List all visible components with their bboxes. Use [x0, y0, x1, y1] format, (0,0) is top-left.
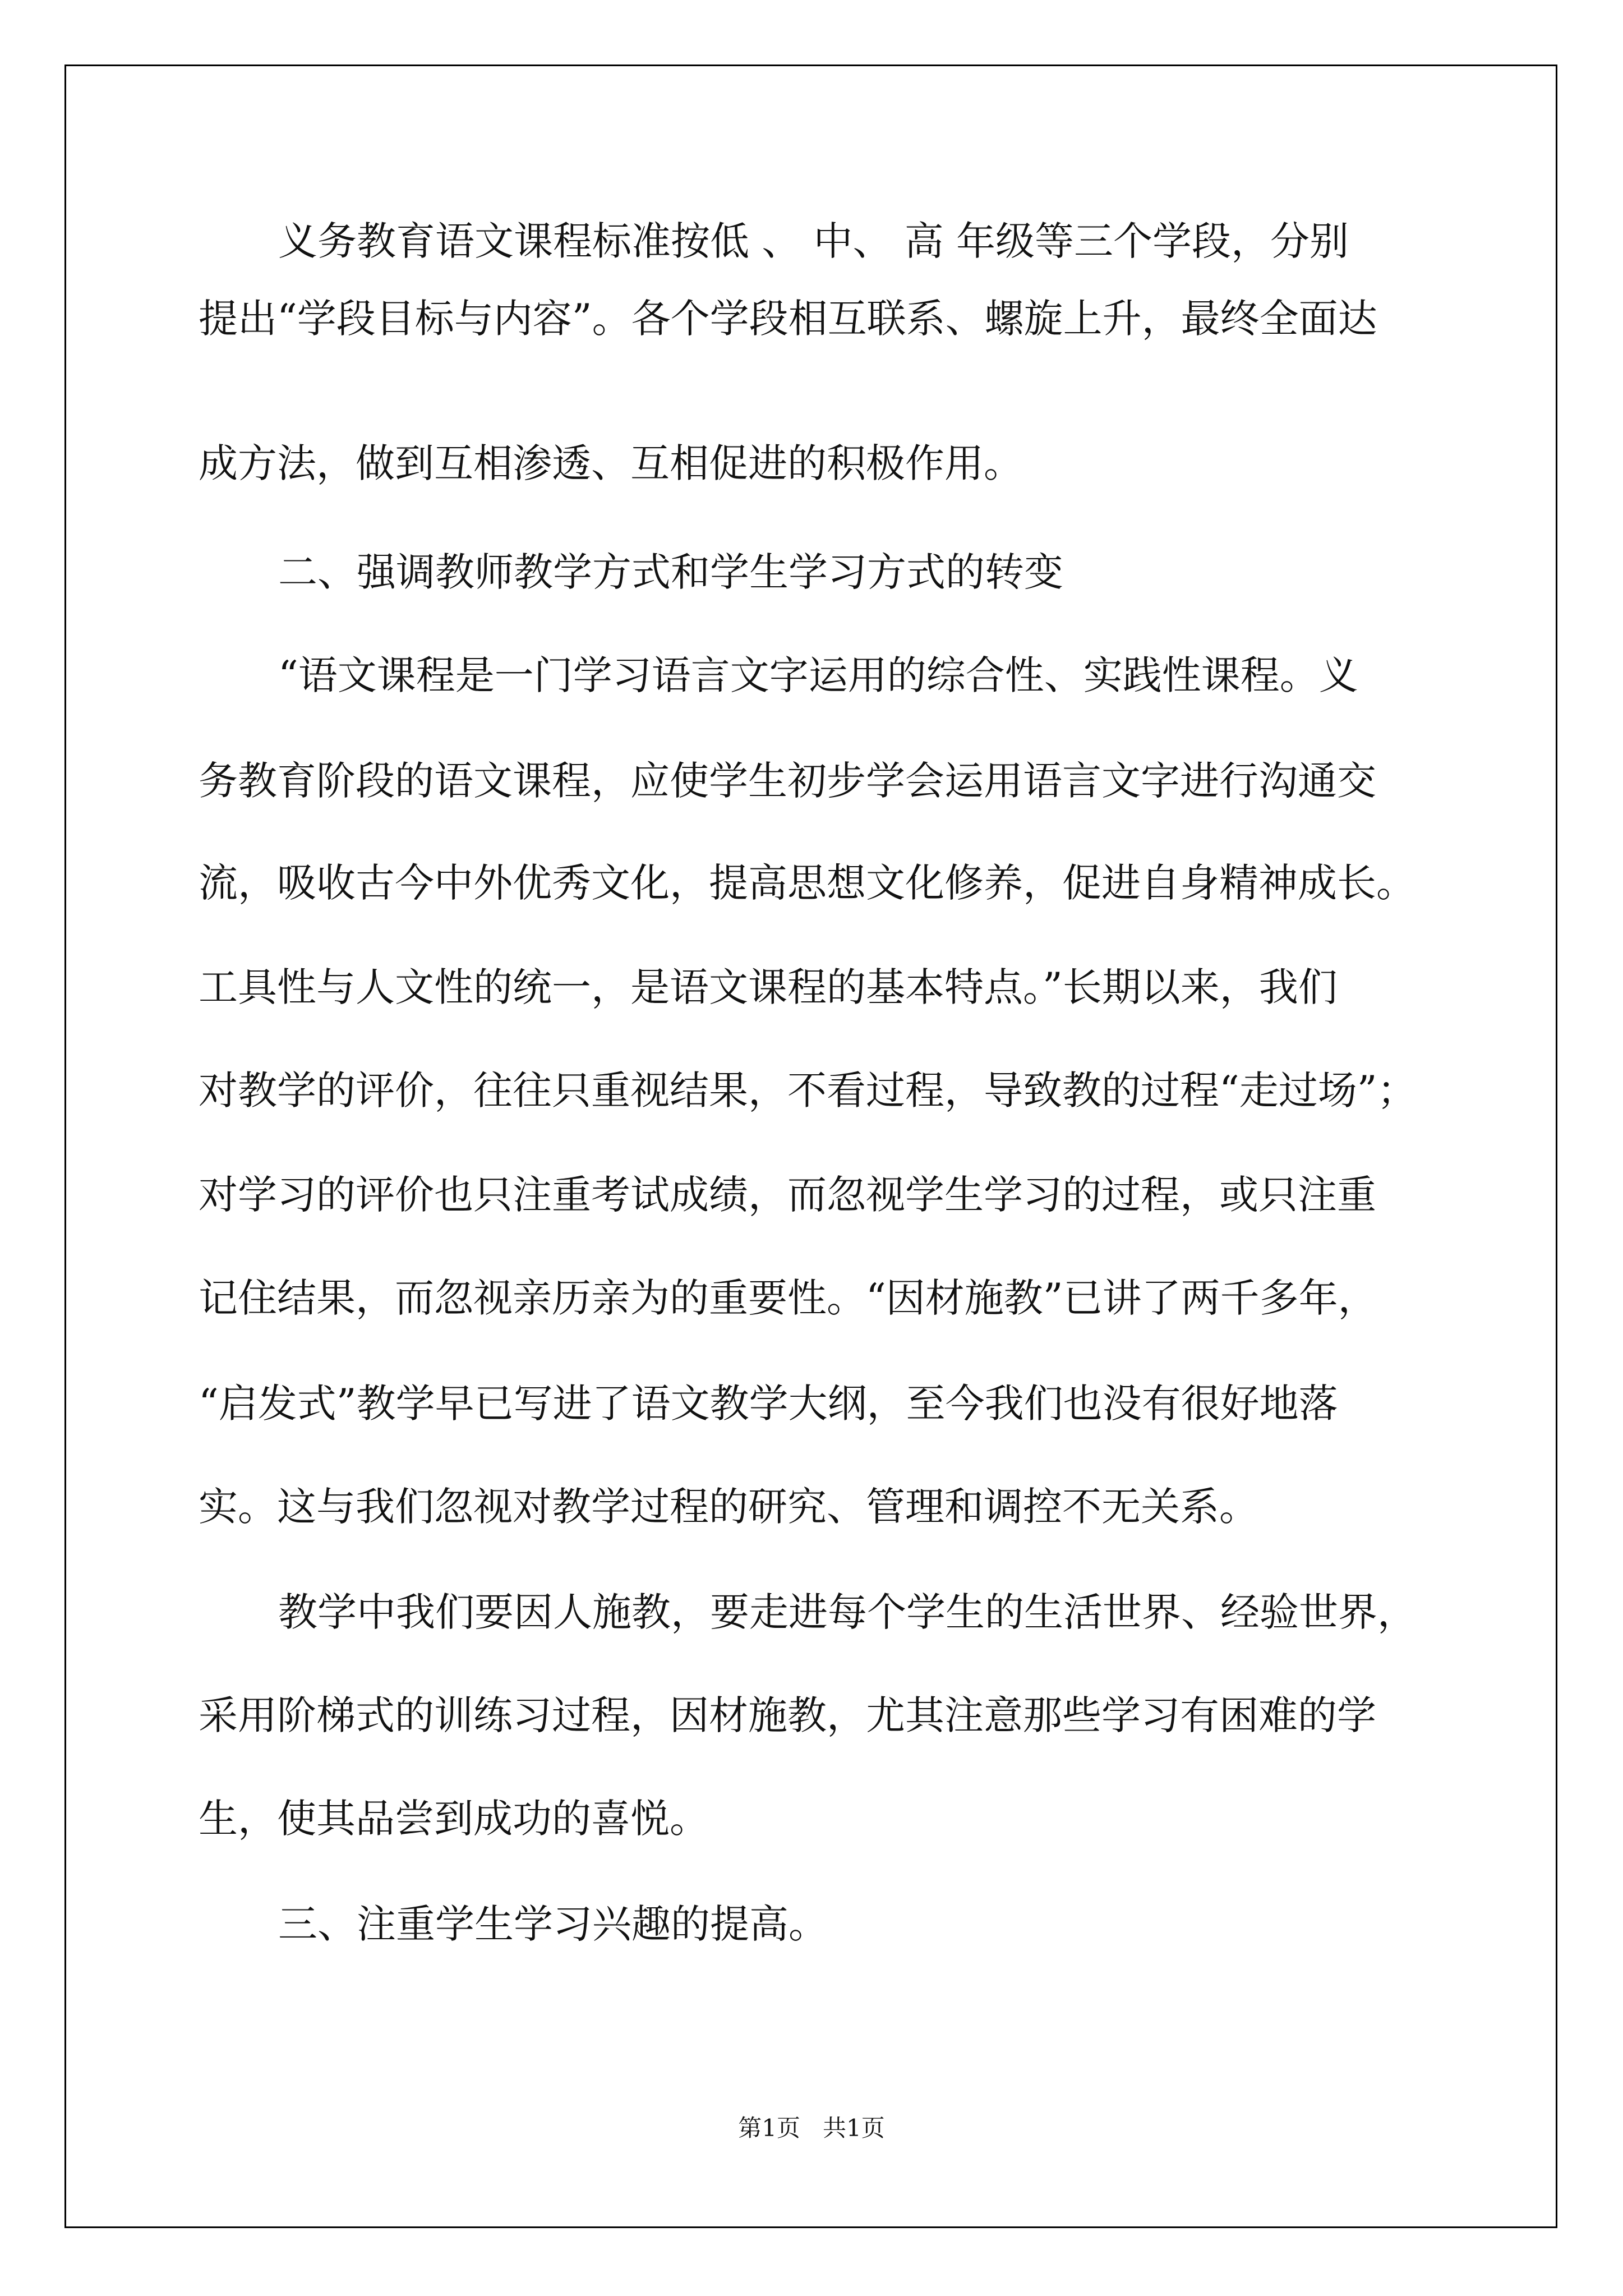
paragraph-line: 教学中我们要因人施教，要走进每个学生的生活世界、经验世界， [278, 1589, 1417, 1635]
paragraph-line: 对教学的评价，往往只重视结果，不看过程，导致教的过程“走过场”； [199, 1068, 1417, 1114]
paragraph-line: “启发式”教学早已写进了语文教学大纲，至今我们也没有很好地落 [199, 1381, 1338, 1427]
paragraph-line: 记住结果，而忽视亲历亲为的重要性。“因材施教”已讲了两千多年， [199, 1275, 1377, 1321]
paragraph-line: 提出“学段目标与内容”。各个学段相互联系、螺旋上升，最终全面达 [199, 296, 1377, 342]
page-number-footer: 第1页 共1页 [738, 2114, 885, 2142]
paragraph-line: 成方法，做到互相渗透、互相促进的积极作用。 [199, 440, 1023, 486]
paragraph-line: 流，吸收古今中外优秀文化，提高思想文化修养，促进自身精神成长。 [199, 860, 1415, 906]
paragraph-line: 实。这与我们忽视对教学过程的研究、管理和调控不无关系。 [199, 1484, 1258, 1530]
paragraph-line: 生，使其品尝到成功的喜悦。 [199, 1796, 709, 1842]
section-heading: 三、注重学生学习兴趣的提高。 [278, 1901, 828, 1947]
section-heading: 二、强调教师教学方式和学生学习方式的转变 [278, 549, 1063, 595]
paragraph-line: 对学习的评价也只注重考试成绩，而忽视学生学习的过程，或只注重 [199, 1172, 1376, 1218]
paragraph-line: 工具性与人文性的统一，是语文课程的基本特点。”长期以来，我们 [199, 964, 1338, 1010]
paragraph-line: 采用阶梯式的训练习过程，因材施教，尤其注意那些学习有困难的学 [199, 1692, 1376, 1738]
paragraph-line: “语文课程是一门学习语言文字运用的综合性、实践性课程。义 [278, 652, 1358, 698]
paragraph-line: 义务教育语文课程标准按低 、 中、 高 年级等三个学段，分别 [278, 218, 1349, 264]
paragraph-line: 务教育阶段的语文课程，应使学生初步学会运用语言文字进行沟通交 [199, 758, 1376, 804]
